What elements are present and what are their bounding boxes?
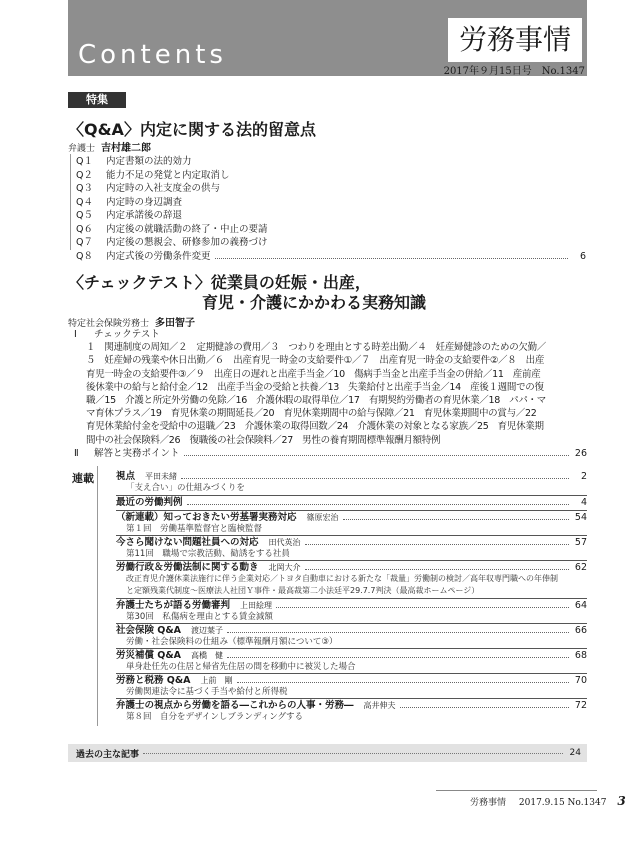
footer-date: 2017.9.15 No.1347 — [518, 798, 607, 808]
body-line: １ 関連制度の周知／２ 定期健診の費用／３ つわりを理由とする時差出勤／４ 妊産婦健診のための欠勤／ — [86, 342, 547, 354]
rensai-label: 連載 — [72, 472, 94, 485]
rensai-divider — [97, 466, 98, 726]
serial-item[interactable]: 労働行政＆労働法制に関する動き 北岡大介 62 改正育児介護休業法施行に伴う企業対応／トヨタ自動車における新たな「裁量」労働制の検討／高年収専門職への年俸制 と定額残業代制度～医療法人社団Ｙ事件・最高裁第二小法廷平29.7.7判決（最高裁ホームページ） — [116, 562, 587, 595]
qa-list — [76, 155, 586, 263]
list-item[interactable]: Q３ 内定時の入社支度金の供与 — [76, 183, 221, 194]
serial-item[interactable]: 視点 平田未緒 2 「支え合い」の仕組みづくりを — [116, 471, 587, 493]
author-role: 弁護士 — [68, 144, 96, 154]
body-line: 育児一時金の支給要件③／９ 出産日の遅れと出産手当金／10 傷病手当金と出産手当金の併給／11 産前産 — [86, 368, 541, 380]
section2-title-line1[interactable]: 〈チェックテスト〉従業員の妊娠・出産， — [68, 273, 371, 292]
list-item[interactable]: Q８ 内定式後の労働条件変更 6 — [76, 250, 586, 262]
list-item[interactable]: Q１ 内定書類の法的効力 — [76, 156, 192, 167]
list-item[interactable]: Q２ 能力不足の発覚と内定取消し — [76, 169, 230, 181]
past-articles-bar[interactable] — [68, 744, 587, 762]
list-item[interactable]: Q７ 内定後の懇親会、研修参加の義務づけ — [76, 237, 268, 248]
body-line: ５ 妊産婦の残業や休日出勤／６ 出産育児一時金の支給要件①／７ 出産育児一時金の支給要件②／８ 出産 — [86, 355, 545, 367]
section1-author — [68, 139, 151, 154]
divider-line — [70, 154, 71, 250]
body-line: 後休業中の給与と給付金／12 出産手当金の受給と扶養／13 失業給付と出産手当金／14 産後１週間での復 — [86, 381, 544, 393]
footer-page-number: 3 — [617, 794, 626, 808]
serial-item[interactable]: 労災補償 Q&A 高橋 健 68 単身赴任先の住居と帰省先住居の間を移動中に被災した場合 — [116, 650, 587, 672]
author-role: 特定社会保険労務士 — [68, 319, 150, 329]
feature-label: 特集 — [68, 92, 126, 108]
issue-number: No.1347 — [541, 66, 585, 77]
serial-item[interactable]: 弁護士たちが語る労働審判 上田絵理 64 第30回 私傷病を理由とする賃金減額 — [116, 600, 587, 622]
past-articles-label: 過去の主な記事 — [76, 749, 140, 760]
magazine-title: 労務事情 — [448, 18, 582, 62]
serial-item[interactable]: （新連載）知っておきたい労基署実務対応 篠原宏治 54 第１回 労働基準監督官と臨検監督 — [116, 512, 587, 534]
author-name: 吉村雄二郎 — [101, 143, 152, 154]
page-number: 26 — [574, 447, 587, 459]
page-number: 6 — [579, 250, 586, 262]
section1-title[interactable]: 〈Q&A〉内定に関する法的留意点 — [68, 120, 316, 139]
contents-label: Contents — [78, 40, 227, 70]
serial-item[interactable]: 労務と税務 Q&A 上前 剛 70 労働関連法令に基づく手当や給付と所得税 — [116, 675, 587, 697]
body-line: マ育休プラス／19 育児休業の期間延長／20 育児休業期間中の給与保障／21 育児休業期間中の賞与／22 — [86, 408, 537, 420]
serial-item[interactable]: 最近の労働判例 4 — [116, 497, 587, 508]
issue-date: 2017年９月15日号 — [443, 66, 532, 77]
part1-body — [68, 341, 588, 447]
body-line: 職／15 介護と所定外労働の免除／16 介護休暇の取得単位／17 有期契約労働者の育児休業／18 パパ・マ — [86, 395, 546, 407]
body-line: 育児休業給付金を受給中の退職／23 介護休業の取得回数／24 介護休業の対象となる家族／25 育児休業期 — [86, 421, 544, 433]
footer — [470, 794, 626, 808]
footer-rule — [436, 790, 597, 791]
list-item[interactable]: Q６ 内定後の就職活動の終了・中止の要請 — [76, 223, 268, 235]
section2-author — [68, 314, 195, 329]
part1-heading[interactable]: Ⅰ チェックテスト — [74, 329, 160, 340]
issue-info — [444, 62, 585, 77]
list-item[interactable]: Q４ 内定時の身辺調査 — [76, 196, 183, 208]
leader-dots — [215, 250, 568, 260]
leader-dots — [184, 447, 569, 456]
list-item[interactable]: Q５ 内定承諾後の辞退 — [76, 210, 183, 221]
serial-item[interactable]: 今さら聞けない問題社員への対応 田代英治 57 第11回 職場で宗教活動、勧誘をする社員 — [116, 537, 587, 559]
footer-magazine: 労務事情 — [470, 798, 507, 808]
author-name: 多田智子 — [155, 318, 196, 329]
part2-heading[interactable]: Ⅱ 解答と実務ポイント 26 — [74, 447, 587, 459]
serial-item[interactable]: 弁護士の視点から労働を語る―これからの人事・労務― 高井伸夫 72 第８回 自分をデザインしブランディングする — [116, 700, 587, 722]
leader-dots — [143, 753, 563, 754]
serial-item[interactable]: 社会保険 Q&A 渡辺葉子 66 労働・社会保険料の仕組み（標準報酬月額について③） — [116, 625, 587, 647]
page-number: 24 — [569, 748, 581, 758]
checktest-list — [68, 328, 588, 460]
body-line: 間中の社会保険料／26 復職後の社会保険料／27 男性の養育期間標準報酬月額特例 — [86, 434, 441, 446]
section2-title-line2[interactable]: 育児・介護にかかわる実務知識 — [202, 293, 427, 312]
